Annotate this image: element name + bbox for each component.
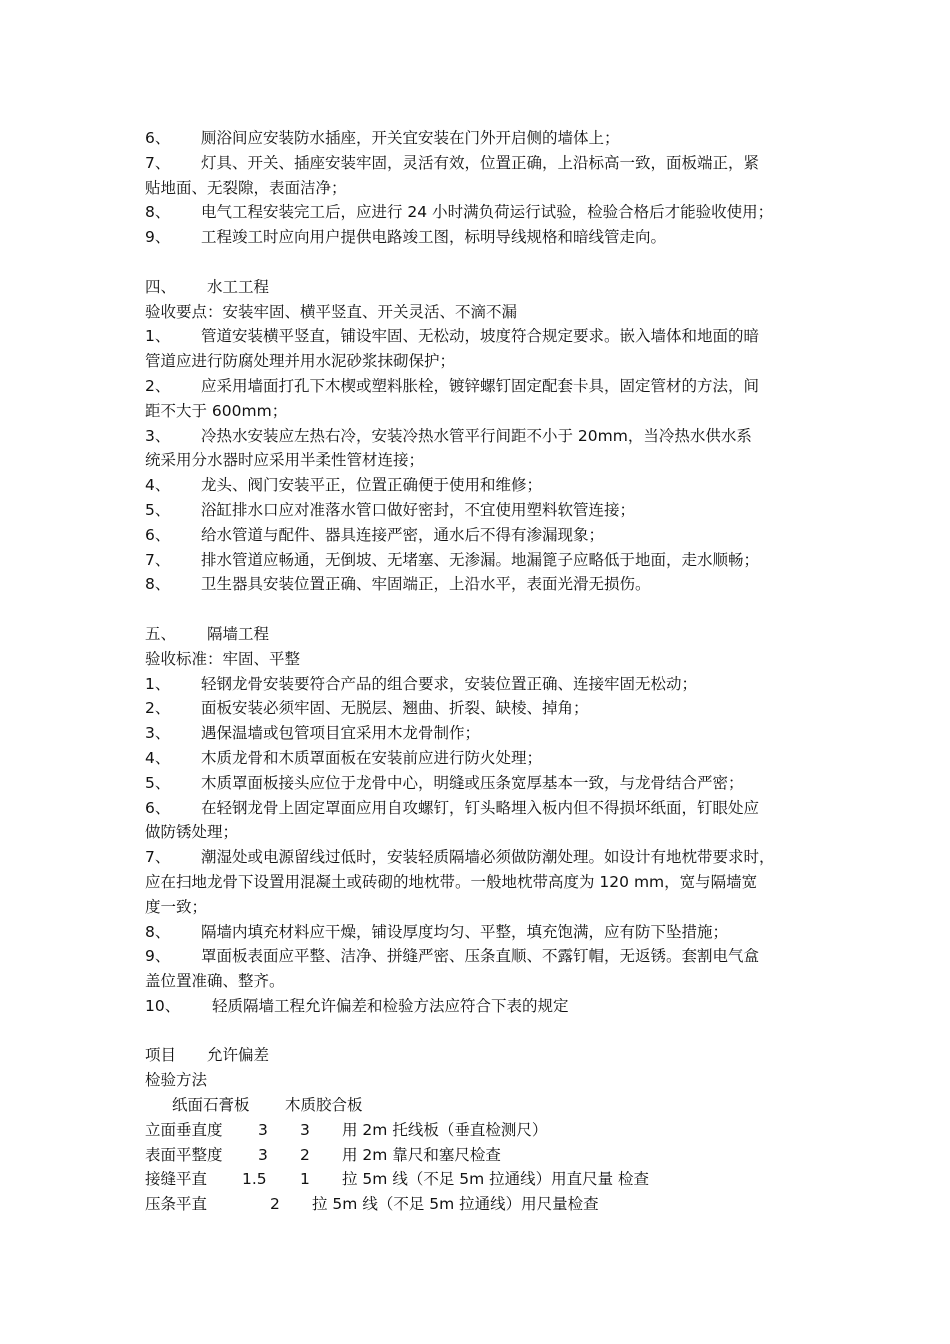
list-item <box>145 126 815 151</box>
section-heading <box>145 275 815 300</box>
row-name: 立面垂直度 <box>145 1120 223 1139</box>
item-continuation: 盖位置准确、整齐。 <box>145 972 285 991</box>
item-number: 6、 <box>145 525 171 544</box>
table-header-row <box>145 1068 815 1093</box>
item-number: 7、 <box>145 550 171 569</box>
item-text: 木质罩面板接头应位于龙骨中心，明缝或压条宽厚基本一致，与龙骨结合严密； <box>201 773 744 792</box>
item-number: 7、 <box>145 848 171 867</box>
item-text: 在轻钢龙骨上固定罩面应用自攻螺钉，钉头略埋入板内但不得损坏纸面，钉眼处应 <box>201 798 760 817</box>
table-header-row <box>145 1043 815 1068</box>
item-number: 7、 <box>145 153 171 172</box>
item-text: 轻钢龙骨安装要符合产品的组合要求，安装位置正确、连接牢固无松动； <box>201 674 698 693</box>
item-number: 4、 <box>145 748 171 767</box>
item-number: 1、 <box>145 674 171 693</box>
list-item <box>145 151 815 176</box>
row-method: 拉 5m 线（不足 5m 拉通线）用尺量检查 <box>312 1195 599 1214</box>
item-continuation: 做防锈处理； <box>145 823 239 842</box>
list-item <box>145 771 815 796</box>
list-item <box>145 324 815 349</box>
list-item <box>145 473 815 498</box>
item-number: 5、 <box>145 500 171 519</box>
list-item <box>145 944 815 969</box>
item-text: 隔墙内填充材料应干燥，铺设厚度均匀、平整，填充饱满，应有防下坠措施； <box>201 922 729 941</box>
item-number: 6、 <box>145 798 171 817</box>
header-tolerance: 允许偏差 <box>207 1046 270 1065</box>
list-item <box>145 845 815 870</box>
item-text: 灯具、开关、插座安装牢固，灵活有效，位置正确，上沿标高一致，面板端正，紧 <box>201 153 760 172</box>
item-continuation: 应在扫地龙骨下设置用混凝土或砖砌的地枕带。一般地枕带高度为 120 mm，宽与隔墙宽 <box>145 872 758 891</box>
table-row <box>145 1192 815 1217</box>
item-text: 浴缸排水口应对准落水管口做好密封，不宜使用塑料软管连接； <box>201 500 636 519</box>
list-item <box>145 200 815 225</box>
row-name: 压条平直 <box>145 1195 208 1214</box>
row-wood-value: 1 <box>300 1170 310 1189</box>
item-text: 潮湿处或电源留线过低时，安装轻质隔墙必须做防潮处理。如设计有地枕带要求时， <box>201 848 775 867</box>
item-continuation: 统采用分水器时应采用半柔性管材连接； <box>145 451 425 470</box>
row-method: 拉 5m 线（不足 5m 拉通线）用直尺量 检查 <box>342 1170 650 1189</box>
list-item <box>145 572 815 597</box>
item-text: 应采用墙面打孔下木楔或塑料胀栓，镀锌螺钉固定配套卡具，固定管材的方法，间 <box>201 376 760 395</box>
item-continuation: 度一致； <box>145 897 208 916</box>
item-text: 管道安装横平竖直，铺设牢固、无松动，坡度符合规定要求。嵌入墙体和地面的暗 <box>201 327 760 346</box>
list-item <box>145 920 815 945</box>
section-heading <box>145 622 815 647</box>
list-item <box>145 523 815 548</box>
row-method: 用 2m 靠尺和塞尺检查 <box>342 1145 501 1164</box>
item-text: 工程竣工时应向用户提供电路竣工图，标明导线规格和暗线管走向。 <box>201 228 667 247</box>
item-number: 8、 <box>145 575 171 594</box>
row-method: 用 2m 托线板（垂直检测尺） <box>342 1120 548 1139</box>
item-number: 3、 <box>145 724 171 743</box>
list-item <box>145 424 815 449</box>
item-text: 卫生器具安装位置正确、牢固端正，上沿水平，表面光滑无损伤。 <box>201 575 651 594</box>
row-paper-value: 3 <box>258 1145 268 1164</box>
row-name: 表面平整度 <box>145 1145 223 1164</box>
item-number: 5、 <box>145 773 171 792</box>
acceptance-standard: 验收标准：牢固、平整 <box>145 649 301 668</box>
item-text: 木质龙骨和木质罩面板在安装前应进行防火处理； <box>201 748 543 767</box>
table-row <box>145 1143 815 1168</box>
section-title: 隔墙工程 <box>207 624 270 643</box>
row-paper-value: 1.5 <box>242 1170 267 1189</box>
item-number: 6、 <box>145 129 171 147</box>
list-item <box>145 721 815 746</box>
item-text: 面板安装必须牢固、无脱层、翘曲、折裂、缺棱、掉角； <box>201 699 589 718</box>
header-paper-gypsum: 纸面石膏板 <box>172 1096 250 1115</box>
item-continuation: 管道应进行防腐处理并用水泥砂浆抹砌保护； <box>145 352 456 371</box>
table-row <box>145 1167 815 1192</box>
table-header-row <box>145 1093 815 1118</box>
row-wood-value: 2 <box>300 1145 310 1164</box>
list-item <box>145 696 815 721</box>
row-paper-value: 3 <box>258 1120 268 1139</box>
item-continuation: 贴地面、无裂隙，表面洁净； <box>145 178 347 197</box>
item-number: 8、 <box>145 922 171 941</box>
list-item <box>145 374 815 399</box>
item-text: 罩面板表面应平整、洁净、拼缝严密、压条直顺、不露钉帽，无返锈。套割电气盒 <box>201 947 760 966</box>
item-number: 1、 <box>145 327 171 346</box>
item-number: 8、 <box>145 203 171 222</box>
item-text: 龙头、阀门安装平正，位置正确便于使用和维修； <box>201 476 543 495</box>
table-row <box>145 1118 815 1143</box>
item-text: 轻质隔墙工程允许偏差和检验方法应符合下表的规定 <box>212 996 569 1015</box>
list-item <box>145 548 815 573</box>
list-item <box>145 498 815 523</box>
acceptance-points: 验收要点：安装牢固、横平竖直、开关灵活、不滴不漏 <box>145 302 518 321</box>
list-item <box>145 672 815 697</box>
item-text: 排水管道应畅通，无倒坡、无堵塞、无渗漏。地漏篦子应略低于地面，走水顺畅； <box>201 550 760 569</box>
item-text: 给水管道与配件、器具连接严密，通水后不得有渗漏现象； <box>201 525 605 544</box>
row-wood-value: 3 <box>300 1120 310 1139</box>
item-number: 9、 <box>145 228 171 247</box>
item-number: 4、 <box>145 476 171 495</box>
item-number: 9、 <box>145 947 171 966</box>
row-wood-value: 2 <box>270 1195 280 1214</box>
item-text: 冷热水安装应左热右冷，安装冷热水管平行间距不小于 20mm，当冷热水供水系 <box>201 426 752 445</box>
item-text: 电气工程安装完工后，应进行 24 小时满负荷运行试验，检验合格后才能验收使用； <box>201 203 774 222</box>
section-number: 四、 <box>145 277 177 296</box>
section-number: 五、 <box>145 624 177 643</box>
item-text: 遇保温墙或包管项目宜采用木龙骨制作； <box>201 724 481 743</box>
row-name: 接缝平直 <box>145 1170 208 1189</box>
item-number: 3、 <box>145 426 171 445</box>
tolerance-table <box>145 1043 815 1217</box>
list-item <box>145 746 815 771</box>
list-item <box>145 225 815 250</box>
list-item <box>145 994 815 1019</box>
section-title: 水工工程 <box>207 277 270 296</box>
item-number: 10、 <box>145 996 181 1015</box>
item-text: 厕浴间应安装防水插座，开关宜安装在门外开启侧的墙体上； <box>201 129 620 147</box>
item-number: 2、 <box>145 376 171 395</box>
item-number: 2、 <box>145 699 171 718</box>
header-item: 项目 <box>145 1046 177 1065</box>
document-body <box>145 126 815 1217</box>
list-item <box>145 796 815 821</box>
item-continuation: 距不大于 600mm； <box>145 401 288 420</box>
header-wood-plywood: 木质胶合板 <box>285 1096 363 1115</box>
header-method: 检验方法 <box>145 1071 208 1090</box>
